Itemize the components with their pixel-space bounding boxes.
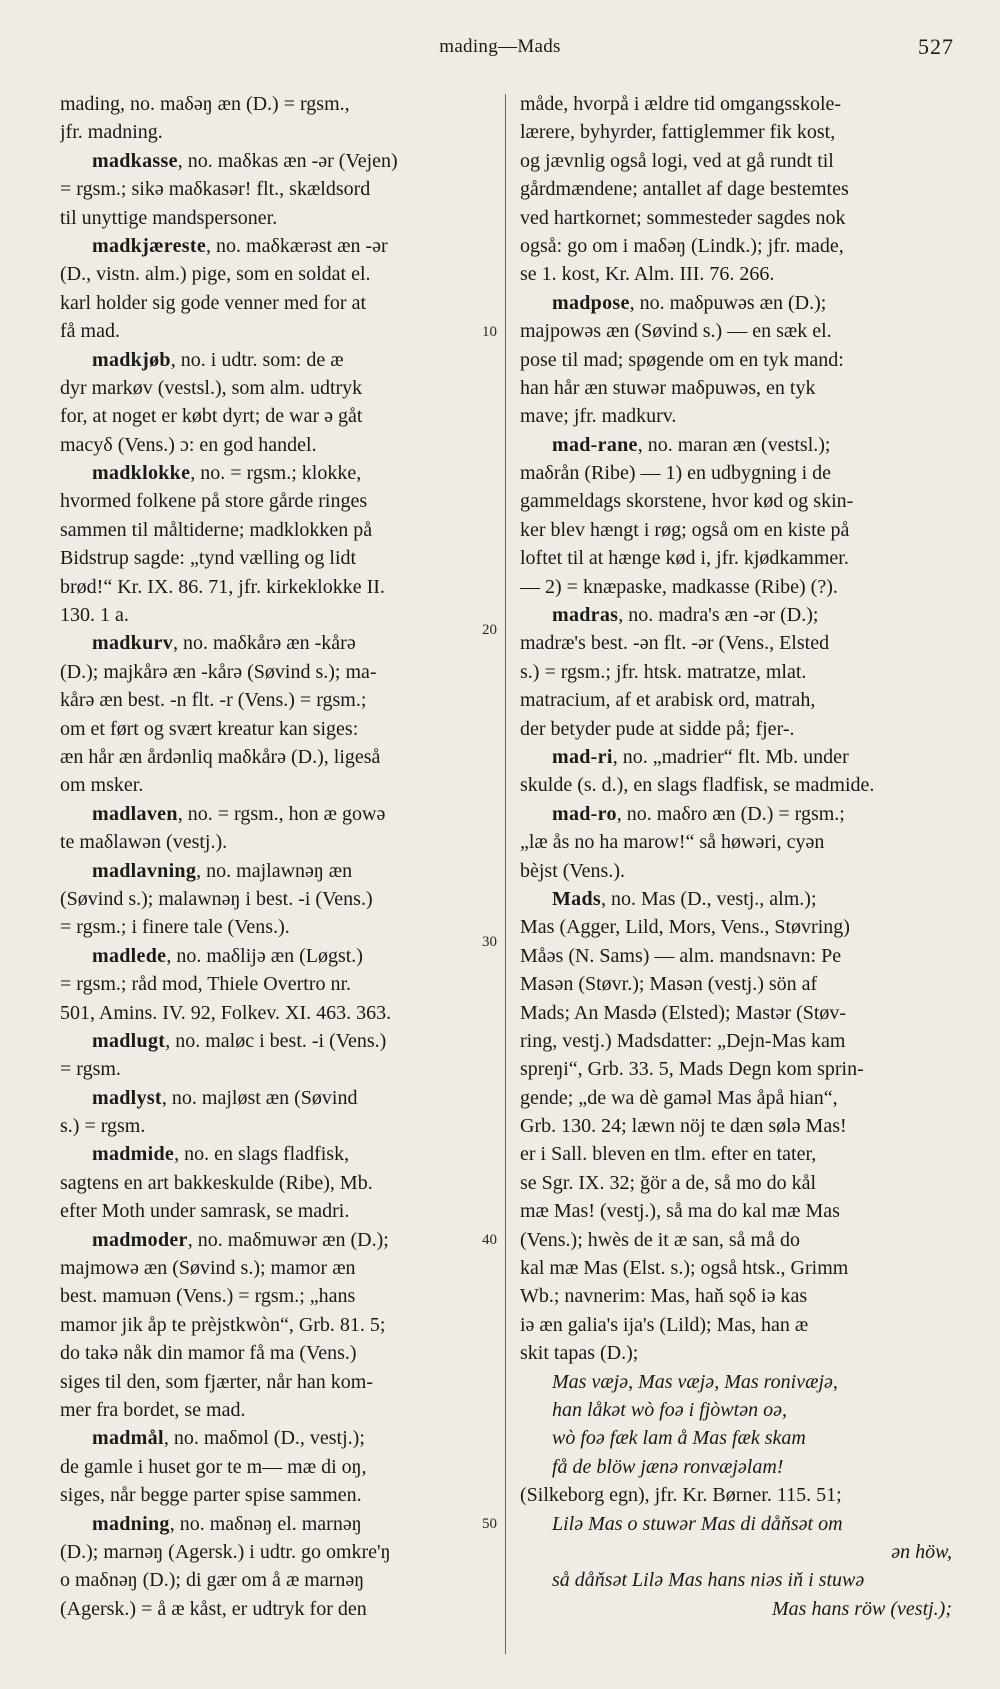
headword: madklokke <box>92 462 191 485</box>
line-number-20: 20 <box>482 622 497 638</box>
entry-line: madlaven, no. = rgsm., hon æ gowə <box>92 802 386 825</box>
headword: madkjæreste <box>92 234 207 257</box>
headword: madmoder <box>92 1228 188 1251</box>
verse-line: wò foə fæk lam å Mas fæk skam <box>552 1427 806 1450</box>
entry-line: madmål, no. maδmol (D., vestj.); <box>92 1427 365 1450</box>
text-line: Måəs (N. Sams) — alm. mandsnavn: Pe <box>520 944 842 967</box>
text-line: se 1. kost, Kr. Alm. III. 76. 266. <box>520 263 775 286</box>
text-line: Mads; An Masdə (Elsted); Mastər (Støv- <box>520 1001 847 1024</box>
text-line: majmowə æn (Søvind s.); mamor æn <box>60 1257 356 1280</box>
text-line: s.) = rgsm. <box>60 1115 146 1138</box>
verse-line: Mas hans röw (vestj.); <box>772 1597 952 1620</box>
line-number-10: 10 <box>482 324 497 340</box>
verse-line: så dåňsət Lilə Mas hans niəs iň i stuwə <box>552 1569 865 1592</box>
headword: mad-ri <box>552 745 613 768</box>
text-line: = rgsm.; sikə maδkasər! flt., skældsord <box>60 178 371 201</box>
text-line: skit tapas (D.); <box>520 1342 639 1365</box>
text-line: (D.); marnəŋ (Agersk.) i udtr. go omkre'ŋ <box>60 1540 391 1563</box>
text-line: sammen til måltiderne; madklokken på <box>60 518 373 541</box>
text-line: måde, hvorpå i ældre tid omgangsskole- <box>520 93 842 115</box>
text-line: 501, Amins. IV. 92, Folkev. XI. 463. 363. <box>60 1001 392 1024</box>
text-line: siges til den, som fjærter, når han kom- <box>60 1370 374 1393</box>
text-line: efter Moth under samrask, se madri. <box>60 1200 350 1223</box>
text-line: mading, no. maδəŋ æn (D.) = rgsm., <box>60 93 350 115</box>
entry-line: Mads, no. Mas (D., vestj., alm.); <box>552 887 817 910</box>
entry-line: madras, no. madra's æn -ər (D.); <box>552 604 819 627</box>
text-line: (Silkeborg egn), jfr. Kr. Børner. 115. 51; <box>520 1484 842 1507</box>
text-line: gende; „de wa dè gaməl Mas åpå hian“, <box>520 1086 838 1109</box>
headword: madkurv <box>92 632 174 655</box>
text-line: Wb.; navnerim: Mas, haň sǫδ iə kas <box>520 1285 808 1308</box>
headword: madlyst <box>92 1086 162 1109</box>
headword: madkasse <box>92 149 178 172</box>
text-line: madræ's best. -ən flt. -ər (Vens., Elsted <box>520 632 830 655</box>
text-line: iə æn galia's ija's (Lild); Mas, han æ <box>520 1313 809 1336</box>
text-line: — 2) = knæpaske, madkasse (Ribe) (?). <box>520 575 838 598</box>
text-line: mæ Mas! (vestj.), så ma do kal mæ Mas <box>520 1200 840 1223</box>
line-number-30: 30 <box>482 934 497 950</box>
entry-line: mad-rane, no. maran æn (vestsl.); <box>552 433 831 456</box>
verse-line: han låkət wò foə i fjòwtən oə, <box>552 1398 787 1421</box>
text-line: se Sgr. IX. 32; ğör a de, så mo do kål <box>520 1171 817 1194</box>
entry-line: madkasse, no. maδkas æn -ər (Vejen) <box>92 149 398 172</box>
text-line: karl holder sig gode venner med for at <box>60 291 367 314</box>
entry-line: mad-ro, no. maδro æn (D.) = rgsm.; <box>552 802 845 825</box>
entry-line: madkjøb, no. i udtr. som: de æ <box>92 348 344 371</box>
text-line: sagtens en art bakkeskulde (Ribe), Mb. <box>60 1171 373 1194</box>
running-head: mading—Mads <box>439 36 561 57</box>
entry-line: madlavning, no. majlawnəŋ æn <box>92 859 353 882</box>
entry-line: madlyst, no. majløst æn (Søvind <box>92 1086 358 1109</box>
text-line: ker blev hængt i røg; også om en kiste på <box>520 518 850 541</box>
text-line: (D., vistn. alm.) pige, som en soldat el. <box>60 263 371 286</box>
text-line: majpowəs æn (Søvind s.) — en sæk el. <box>520 320 832 343</box>
text-line: o maδnəŋ (D.); di gær om å æ marnəŋ <box>60 1569 365 1592</box>
headword: madlede <box>92 944 167 967</box>
headword: madmide <box>92 1143 175 1166</box>
text-line: = rgsm.; i finere tale (Vens.). <box>60 916 290 939</box>
text-line: best. mamuən (Vens.) = rgsm.; „hans <box>60 1285 356 1308</box>
text-line: (Vens.); hwès de it æ san, så må do <box>520 1228 800 1251</box>
text-line: han hår æn stuwər maδpuwəs, en tyk <box>520 376 816 399</box>
text-line: og jævnlig også logi, ved at gå rundt til <box>520 149 834 172</box>
entry-line: mad-ri, no. „madrier“ flt. Mb. under <box>552 745 849 768</box>
headword: Mads <box>552 887 601 910</box>
left-column <box>60 90 496 1623</box>
text-line: matracium, af et arabisk ord, matrah, <box>520 689 816 712</box>
text-line: om msker. <box>60 774 144 797</box>
right-column <box>520 90 956 1623</box>
text-line: brød!“ Kr. IX. 86. 71, jfr. kirkeklokke II. <box>60 575 385 598</box>
headword: mad-rane <box>552 433 638 456</box>
page-number: 527 <box>918 34 954 59</box>
text-line: Grb. 130. 24; læwn nöj te dæn sølə Mas! <box>520 1115 847 1138</box>
text-line: pose til mad; spøgende om en tyk mand: <box>520 348 844 371</box>
text-line: æn hår æn årdənliq maδkårə (D.), ligeså <box>60 745 381 768</box>
entry-line: madkurv, no. maδkårə æn -kårə <box>92 632 356 655</box>
text-line: „læ ås no ha marow!“ så høwəri, cyən <box>520 831 825 854</box>
verse-line: Mas væjə, Mas væjə, Mas ronivæjə, <box>552 1370 838 1393</box>
entry-line: madmide, no. en slags fladfisk, <box>92 1143 350 1166</box>
text-line: maδrån (Ribe) — 1) en udbygning i de <box>520 462 832 485</box>
text-line: te maδlawən (vestj.). <box>60 831 228 854</box>
text-line: også: go om i maδəŋ (Lindk.); jfr. made, <box>520 234 844 257</box>
text-line: mer fra bordet, se mad. <box>60 1398 246 1421</box>
text-line: få mad. <box>60 320 120 343</box>
entry-line: madmoder, no. maδmuwər æn (D.); <box>92 1228 389 1251</box>
text-line: gammeldags skorstene, hvor kød og skin- <box>520 490 854 513</box>
text-line: til unyttige mandspersoner. <box>60 206 278 229</box>
text-line: jfr. madning. <box>60 121 163 144</box>
verse-line: ən höw, <box>891 1540 952 1563</box>
text-line: spreŋi“, Grb. 33. 5, Mads Degn kom sprin- <box>520 1058 864 1081</box>
headword: madning <box>92 1512 170 1535</box>
text-line: loftet til at hænge kød i, jfr. kjødkammer. <box>520 547 849 570</box>
entry-line: madkjæreste, no. maδkærəst æn -ər <box>92 234 388 257</box>
column-divider <box>505 94 506 1654</box>
text-line: lærere, byhyrder, fattiglemmer fik kost, <box>520 121 836 144</box>
text-line: = rgsm. <box>60 1058 121 1081</box>
text-line: for, at noget er købt dyrt; de war ə gåt <box>60 405 363 428</box>
verse-line: få de blöw jænə ronvæjəlam! <box>552 1455 784 1478</box>
text-line: do takə nåk din mamor få ma (Vens.) <box>60 1342 357 1365</box>
text-line: der betyder pude at sidde på; fjer-. <box>520 717 795 740</box>
headword: madlaven <box>92 802 178 825</box>
text-line: de gamle i huset gor te m— mæ di oŋ, <box>60 1455 367 1478</box>
text-line: = rgsm.; råd mod, Thiele Overtro nr. <box>60 973 352 996</box>
text-line: gårdmændene; antallet af dage bestemtes <box>520 178 849 201</box>
text-line: ved hartkornet; sommesteder sagdes nok <box>520 206 846 229</box>
text-line: er i Sall. bleven en tlm. efter en tater, <box>520 1143 817 1166</box>
headword: madlavning <box>92 859 197 882</box>
entry-line: madlugt, no. maløc i best. -i (Vens.) <box>92 1029 387 1052</box>
text-line: om et ført og svært kreatur kan siges: <box>60 717 359 740</box>
text-line: skulde (s. d.), en slags fladfisk, se madmide. <box>520 774 875 797</box>
text-line: Bidstrup sagde: „tynd vælling og lidt <box>60 547 357 570</box>
text-line: (Søvind s.); malawnəŋ i best. -i (Vens.) <box>60 887 373 910</box>
text-line: (Agersk.) = å æ kåst, er udtryk for den <box>60 1597 367 1620</box>
headword: madpose <box>552 291 630 314</box>
text-line: (D.); majkårə æn -kårə (Søvind s.); ma- <box>60 660 377 683</box>
text-line: mave; jfr. madkurv. <box>520 405 677 428</box>
text-line: s.) = rgsm.; jfr. htsk. matratze, mlat. <box>520 660 807 683</box>
text-line: bèjst (Vens.). <box>520 859 625 882</box>
text-line: dyr markøv (vestsl.), som alm. udtryk <box>60 376 363 399</box>
text-line: kal mæ Mas (Elst. s.); også htsk., Grimm <box>520 1257 849 1280</box>
text-line: macyδ (Vens.) ɔ: en god handel. <box>60 433 317 456</box>
headword: madmål <box>92 1427 164 1450</box>
headword: madkjøb <box>92 348 171 371</box>
headword: madlugt <box>92 1029 166 1052</box>
text-line: mamor jik åp te prèjstkwòn“, Grb. 81. 5; <box>60 1313 386 1336</box>
line-number-40: 40 <box>482 1232 497 1248</box>
headword: madras <box>552 604 619 627</box>
text-line: kårə æn best. -n flt. -r (Vens.) = rgsm.; <box>60 689 367 712</box>
text-line: Mas (Agger, Lild, Mors, Vens., Støvring) <box>520 916 850 939</box>
entry-line: madklokke, no. = rgsm.; klokke, <box>92 462 362 485</box>
line-number-50: 50 <box>482 1516 497 1532</box>
entry-line: madlede, no. maδlijə æn (Løgst.) <box>92 944 363 967</box>
text-line: Masən (Støvr.); Masən (vestj.) sön af <box>520 973 818 996</box>
entry-line: madning, no. maδnəŋ el. marnəŋ <box>92 1512 362 1535</box>
text-line: ring, vestj.) Madsdatter: „Dejn-Mas kam <box>520 1029 846 1052</box>
entry-line: madpose, no. maδpuwəs æn (D.); <box>552 291 827 314</box>
text-line: siges, når begge parter spise sammen. <box>60 1484 362 1507</box>
verse-line: Lilə Mas o stuwər Mas di dåňsət om <box>552 1512 843 1535</box>
text-line: 130. 1 a. <box>60 604 129 627</box>
text-line: hvormed folkene på store gårde ringes <box>60 490 368 513</box>
headword: mad-ro <box>552 802 617 825</box>
